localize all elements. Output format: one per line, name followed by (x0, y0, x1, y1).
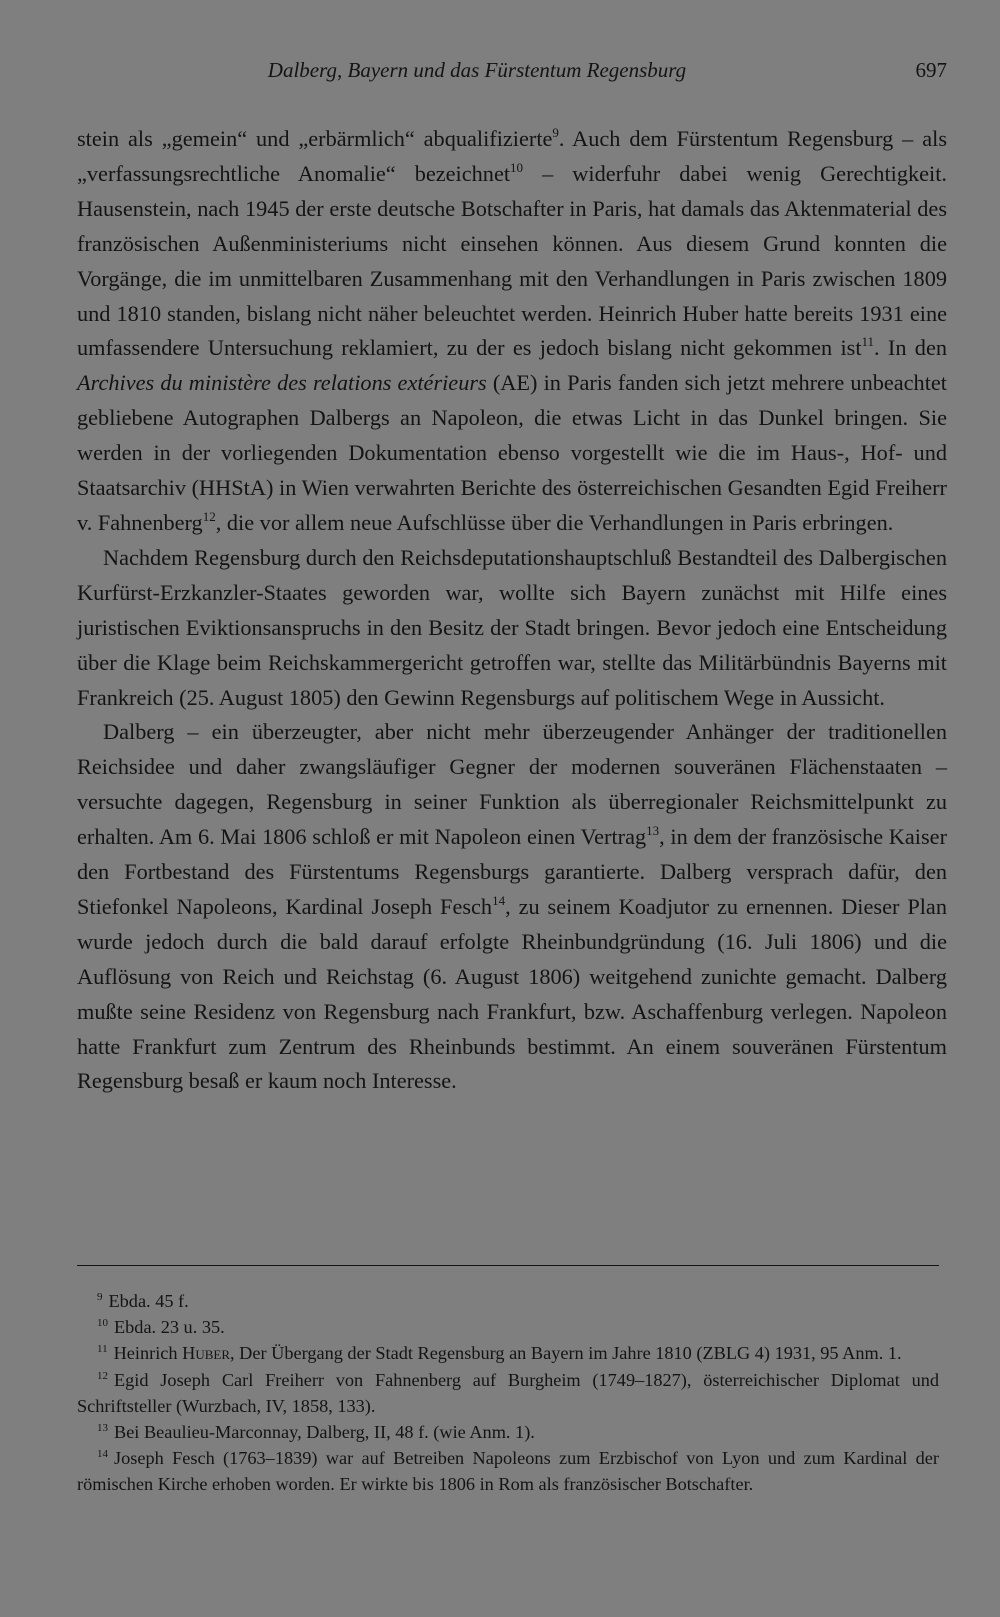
author-name: Huber (182, 1343, 230, 1364)
running-header (77, 52, 947, 92)
footnote-text: Ebda. 23 u. 35. (114, 1317, 225, 1338)
paragraph-3 (77, 715, 947, 1099)
footnote-text: Heinrich (113, 1343, 183, 1364)
text-run: Dalberg – ein überzeugter, aber nicht mehr überzeugender Anhänger der traditionellen Reichsidee und daher zwangsläufiger Gegner der modernen souveränen Flächenstaaten – versuchte dagegen, Regensburg in seiner Funktion als überregionaler Reichsmittelpunkt zu erhalten. Am 6. Mai 1806 schloß er mit Napoleon einen Vertrag (77, 719, 947, 850)
footnote-ref: 10 (510, 159, 524, 175)
footnote-number: 12 (97, 1369, 108, 1382)
footnote-11 (77, 1340, 939, 1366)
paragraph-1 (77, 122, 947, 541)
footnote-10 (77, 1314, 939, 1340)
text-run: stein als „gemein“ und „erbärmlich“ abqualifizierte (77, 126, 553, 151)
running-title: Dalberg, Bayern und das Fürstentum Regensburg (267, 58, 687, 82)
footnote-text: Joseph Fesch (1763–1839) war auf Betreiben Napoleons zum Erzbischof von Lyon und zum Kardinal der römischen Kirche erhoben worden. Er wirkte bis 1806 in Rom als französischer Botschafter. (77, 1448, 939, 1495)
footnote-ref: 14 (492, 892, 506, 908)
footnote-9 (77, 1288, 939, 1314)
text-run: , die vor allem neue Aufschlüsse über die Verhandlungen in Paris erbringen. (215, 509, 894, 535)
footnote-ref: 12 (202, 508, 216, 524)
footnote-number: 14 (97, 1448, 108, 1461)
body-text (77, 122, 947, 1099)
footnote-ref: 13 (646, 823, 660, 839)
footnote-14 (77, 1445, 939, 1497)
text-run: (AE) in Paris fanden sich jetzt mehrere unbeachtet gebliebene Autographen Dalbergs an Napoleon, die etwas Licht in das Dunkel bringen. Sie werden in der vorliegenden Dokumentation ebenso vorgestellt wie die im Haus-, Hof- und Staatsarchiv (HHStA) in Wien verwahrten Berichte des österreichischen Gesandten Egid Freiherr v. Fahnenberg (77, 370, 947, 535)
text-run: , zu seinem Koadjutor zu ernennen. Dieser Plan wurde jedoch durch die bald darauf erfolgte Rheinbundgründung (16. Juli 1806) und die Auflösung von Reich und Reichstag (6. August 1806) weitgehend zunichte gemacht. Dalberg mußte seine Residenz von Regensburg nach Frankfurt, bzw. Aschaffenburg verlegen. Napoleon hatte Frankfurt zum Zentrum des Rheinbunds bestimmt. An einem souveränen Fürstentum Regensburg besaß er kaum noch Interesse. (77, 893, 947, 1094)
footnote-13 (77, 1419, 939, 1445)
text-run: . In den (874, 335, 947, 361)
footnote-ref: 11 (861, 334, 875, 350)
footnote-12 (77, 1367, 939, 1419)
footnote-ref: 9 (552, 125, 559, 140)
footnote-divider (77, 1265, 939, 1266)
footnote-number: 13 (97, 1422, 108, 1435)
page-number: 697 (915, 58, 947, 82)
footnote-text: , Der Übergang der Stadt Regensburg an Bayern im Jahre 1810 (ZBLG 4) 1931, 95 Anm. 1. (230, 1343, 902, 1364)
footnote-text: Egid Joseph Carl Freiherr von Fahnenberg auf Burgheim (1749–1827), österreichischer Diplomat und Schriftsteller (Wurzbach, IV, 1858, 133). (77, 1369, 939, 1416)
text-run: , in dem der französische Kaiser den Fortbestand des Fürstentums Regensburgs garantierte. Dalberg versprach dafür, den Stiefonkel Napoleons, Kardinal Joseph Fesch (77, 824, 947, 919)
footnotes (77, 1288, 939, 1498)
text-run: . Auch dem Fürstentum Regensburg – als „verfassungsrechtliche Anomalie“ bezeichnet (77, 126, 947, 186)
footnote-number: 9 (97, 1291, 103, 1303)
footnote-number: 11 (97, 1343, 108, 1356)
italic-title: Archives du ministère des relations extérieurs (77, 370, 487, 396)
footnote-text: Ebda. 45 f. (108, 1291, 189, 1311)
text-run: Nachdem Regensburg durch den Reichsdeputationshauptschluß Bestandteil des Dalbergischen Kurfürst-Erzkanzler-Staates geworden war, wollte sich Bayern zunächst mit Hilfe eines juristischen Eviktionsanspruchs in den Besitz der Stadt bringen. Bevor jedoch eine Entscheidung über die Klage beim Reichskammergericht getroffen war, stellte das Militärbündnis Bayerns mit Frankreich (25. August 1805) den Gewinn Regensburgs auf politischem Wege in Aussicht. (77, 544, 947, 710)
footnote-number: 10 (97, 1317, 108, 1330)
footnote-text: Bei Beaulieu-Marconnay, Dalberg, II, 48 f. (wie Anm. 1). (114, 1422, 535, 1443)
text-run: – widerfuhr dabei wenig Gerechtigkeit. Hausenstein, nach 1945 der erste deutsche Botschafter in Paris, hat damals das Aktenmaterial des französischen Außenministeriums nicht einsehen können. Aus diesem Grund konnten die Vorgänge, die im unmittelbaren Zusammenhang mit den Verhandlungen in Paris zwischen 1809 und 1810 standen, bislang nicht näher beleuchtet werden. Heinrich Huber hatte bereits 1931 eine umfassendere Untersuchung reklamiert, zu der es jedoch bislang nicht gekommen ist (77, 160, 947, 361)
paragraph-2 (77, 541, 947, 716)
